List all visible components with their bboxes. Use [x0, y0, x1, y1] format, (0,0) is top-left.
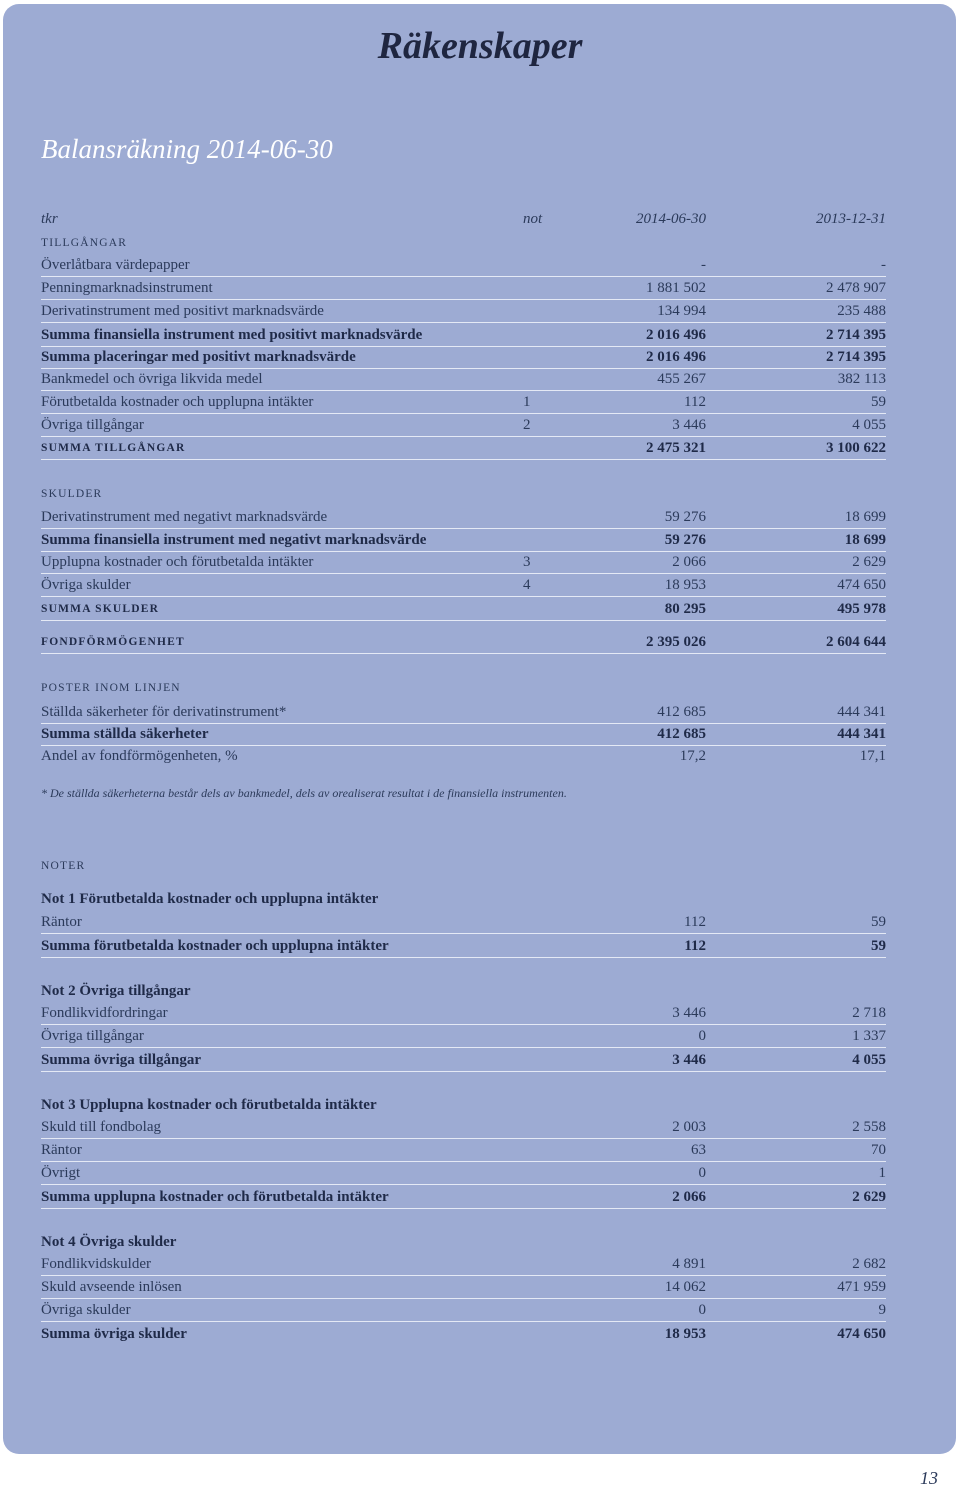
- table-row: [41, 745, 886, 767]
- row-value-2013: 18 699: [844, 509, 886, 525]
- row-value-2013: 474 650: [837, 577, 886, 593]
- row-value-2014: 14 062: [664, 1279, 706, 1295]
- page-title: Räkenskaper: [377, 25, 583, 67]
- row-value-2014: 412 685: [657, 704, 706, 720]
- note-title-label: Not 4 Övriga skulder: [41, 1234, 177, 1250]
- assets-heading: [41, 232, 886, 254]
- note-3-title: [41, 1094, 886, 1116]
- table-row: [41, 391, 886, 414]
- row-label: Ställda säkerheter för derivatinstrument*: [41, 704, 287, 720]
- row-value-2013: 2 629: [852, 554, 886, 570]
- row-value-2014: 3 446: [672, 1052, 706, 1068]
- row-label: Förutbetalda kostnader och upplupna intäkter: [41, 394, 314, 410]
- row-value-2014: 17,2: [679, 748, 706, 764]
- row-value-2014: -: [701, 257, 706, 273]
- table-row-subtotal: [41, 1323, 886, 1345]
- table-row: [41, 574, 886, 597]
- row-value-2014: 2 016 496: [646, 327, 706, 343]
- row-value-2013: 2 629: [852, 1189, 886, 1205]
- table-row-subtotal: [41, 935, 886, 958]
- row-value-2013: 474 650: [837, 1326, 886, 1342]
- row-value-2013: 444 341: [837, 704, 886, 720]
- table-row-subtotal: [41, 1049, 886, 1072]
- row-note: 3: [523, 554, 531, 570]
- row-value-2013: 1: [878, 1165, 886, 1181]
- unit-label: tkr: [41, 211, 58, 227]
- assets-heading-label: TILLGÅNGAR: [41, 237, 128, 249]
- footnote: * De ställda säkerheterna består dels av bankmedel, dels av orealiserat resultat i de finansiella instrumenten.: [41, 786, 567, 800]
- row-value-2013: 2 718: [852, 1005, 886, 1021]
- row-label: Skuld avseende inlösen: [41, 1279, 182, 1295]
- table-row: [41, 1025, 886, 1048]
- row-label: Derivatinstrument med positivt marknadsvärde: [41, 303, 324, 319]
- row-label: Penningmarknadsinstrument: [41, 280, 213, 296]
- table-row-subtotal: [41, 723, 886, 746]
- row-value-2014: 2 003: [672, 1119, 706, 1135]
- row-label: Fondlikvidskulder: [41, 1256, 152, 1272]
- row-label: Bankmedel och övriga likvida medel: [41, 371, 263, 387]
- row-value-2013: 235 488: [837, 303, 886, 319]
- row-value-2014: 112: [684, 394, 706, 410]
- row-label: SUMMA TILLGÅNGAR: [41, 442, 186, 454]
- row-label: Räntor: [41, 1142, 82, 1158]
- row-label: FONDFÖRMÖGENHET: [41, 636, 185, 648]
- table-row: [41, 701, 886, 724]
- table-row: [41, 1139, 886, 1162]
- fund-assets-row: [41, 631, 886, 654]
- row-value-2013: 59: [871, 394, 886, 410]
- row-value-2014: 18 953: [664, 1326, 706, 1342]
- row-label: Överlåtbara värdepapper: [41, 257, 190, 273]
- row-value-2013: 3 100 622: [826, 440, 886, 456]
- row-note: 4: [523, 577, 531, 593]
- row-value-2013: 2 714 395: [826, 327, 886, 343]
- row-label: Övrigt: [41, 1165, 81, 1181]
- liabilities-heading-label: SKULDER: [41, 488, 103, 500]
- off-balance-heading-label: POSTER INOM LINJEN: [41, 682, 181, 694]
- row-value-2014: 80 295: [664, 601, 706, 617]
- column-header-2014: 2014-06-30: [636, 211, 706, 227]
- table-row-subtotal: [41, 324, 886, 347]
- note-4-title: [41, 1231, 886, 1253]
- row-value-2014: 0: [698, 1165, 706, 1181]
- row-label: Upplupna kostnader och förutbetalda intäkter: [41, 554, 314, 570]
- row-value-2014: 59 276: [664, 509, 706, 525]
- row-label: Räntor: [41, 914, 82, 930]
- row-note: 2: [523, 417, 531, 433]
- row-value-2014: 59 276: [664, 532, 706, 548]
- row-value-2013: 4 055: [852, 1052, 886, 1068]
- row-value-2013: 2 604 644: [826, 634, 886, 650]
- table-row: [41, 506, 886, 529]
- notes-heading-label: NOTER: [41, 860, 86, 872]
- row-value-2013: 2 478 907: [826, 280, 886, 296]
- table-row: [41, 1162, 886, 1185]
- row-value-2013: 1 337: [852, 1028, 886, 1044]
- row-value-2013: 2 682: [852, 1256, 886, 1272]
- row-value-2014: 3 446: [672, 417, 706, 433]
- note-2-title: [41, 980, 886, 1002]
- row-value-2014: 4 891: [672, 1256, 706, 1272]
- table-row: [41, 1116, 886, 1139]
- off-balance-heading: [41, 677, 886, 699]
- row-label: Summa förutbetalda kostnader och upplupna intäkter: [41, 938, 389, 954]
- table-row: [41, 368, 886, 391]
- table-row: [41, 1253, 886, 1276]
- row-value-2014: 112: [684, 914, 706, 930]
- row-label: Övriga tillgångar: [41, 417, 144, 433]
- row-note: 1: [523, 394, 531, 410]
- assets-total-row: [41, 437, 886, 460]
- row-value-2013: 471 959: [837, 1279, 886, 1295]
- table-row-subtotal: [41, 1186, 886, 1209]
- table-row: [41, 1002, 886, 1025]
- row-value-2014: 412 685: [657, 726, 706, 742]
- column-header-2013: 2013-12-31: [816, 211, 886, 227]
- row-value-2013: 4 055: [852, 417, 886, 433]
- row-value-2014: 2 066: [672, 554, 706, 570]
- note-title-label: Not 2 Övriga tillgångar: [41, 983, 191, 999]
- row-value-2013: 2 714 395: [826, 349, 886, 365]
- row-value-2014: 112: [684, 938, 706, 954]
- row-value-2014: 455 267: [657, 371, 706, 387]
- table-row: [41, 414, 886, 437]
- page-number: 13: [920, 1468, 938, 1488]
- row-value-2014: 2 395 026: [646, 634, 706, 650]
- row-value-2014: 0: [698, 1028, 706, 1044]
- row-label: Skuld till fondbolag: [41, 1119, 161, 1135]
- table-row: [41, 254, 886, 277]
- row-value-2014: 2 016 496: [646, 349, 706, 365]
- note-title-label: Not 3 Upplupna kostnader och förutbetalda intäkter: [41, 1097, 377, 1113]
- row-label: Summa ställda säkerheter: [41, 726, 209, 742]
- row-value-2013: 382 113: [837, 371, 886, 387]
- row-value-2014: 3 446: [672, 1005, 706, 1021]
- row-value-2013: 18 699: [844, 532, 886, 548]
- row-value-2013: 2 558: [852, 1119, 886, 1135]
- row-value-2014: 134 994: [657, 303, 706, 319]
- row-label: Summa upplupna kostnader och förutbetalda intäkter: [41, 1189, 389, 1205]
- section-title: Balansräkning 2014-06-30: [41, 134, 333, 164]
- row-value-2013: 444 341: [837, 726, 886, 742]
- table-row: [41, 277, 886, 300]
- notes-heading: [41, 855, 886, 877]
- row-value-2014: 18 953: [664, 577, 706, 593]
- note-column-header: not: [523, 211, 543, 227]
- note-1-title: [41, 888, 886, 910]
- liabilities-total-row: [41, 598, 886, 621]
- table-header: [41, 208, 886, 230]
- table-row: [41, 300, 886, 323]
- row-label: Fondlikvidfordringar: [41, 1005, 168, 1021]
- row-label: Andel av fondförmögenheten, %: [41, 748, 238, 764]
- row-label: Övriga tillgångar: [41, 1028, 144, 1044]
- table-row: [41, 1276, 886, 1299]
- row-value-2014: 2 066: [672, 1189, 706, 1205]
- row-value-2013: 9: [878, 1302, 886, 1318]
- row-label: Derivatinstrument med negativt marknadsvärde: [41, 509, 328, 525]
- row-label: Summa finansiella instrument med positivt marknadsvärde: [41, 327, 423, 343]
- row-label: Övriga skulder: [41, 1302, 131, 1318]
- row-label: Summa övriga tillgångar: [41, 1052, 201, 1068]
- row-label: Summa övriga skulder: [41, 1326, 187, 1342]
- table-row: [41, 1299, 886, 1322]
- row-value-2013: -: [881, 257, 886, 273]
- table-row: [41, 911, 886, 934]
- row-value-2013: 59: [871, 938, 886, 954]
- table-row: [41, 551, 886, 574]
- row-label: Summa finansiella instrument med negativt marknadsvärde: [41, 532, 427, 548]
- row-value-2014: 1 881 502: [646, 280, 706, 296]
- row-value-2013: 59: [871, 914, 886, 930]
- row-label: SUMMA SKULDER: [41, 603, 160, 615]
- row-label: Summa placeringar med positivt marknadsvärde: [41, 349, 356, 365]
- row-value-2014: 2 475 321: [646, 440, 706, 456]
- row-value-2013: 495 978: [837, 601, 886, 617]
- row-value-2014: 63: [691, 1142, 706, 1158]
- liabilities-heading: [41, 483, 886, 505]
- note-title-label: Not 1 Förutbetalda kostnader och upplupna intäkter: [41, 891, 379, 907]
- row-label: Övriga skulder: [41, 577, 131, 593]
- row-value-2013: 17,1: [859, 748, 886, 764]
- row-value-2014: 0: [698, 1302, 706, 1318]
- table-row-subtotal: [41, 529, 886, 552]
- table-row-subtotal: [41, 346, 886, 369]
- row-value-2013: 70: [871, 1142, 886, 1158]
